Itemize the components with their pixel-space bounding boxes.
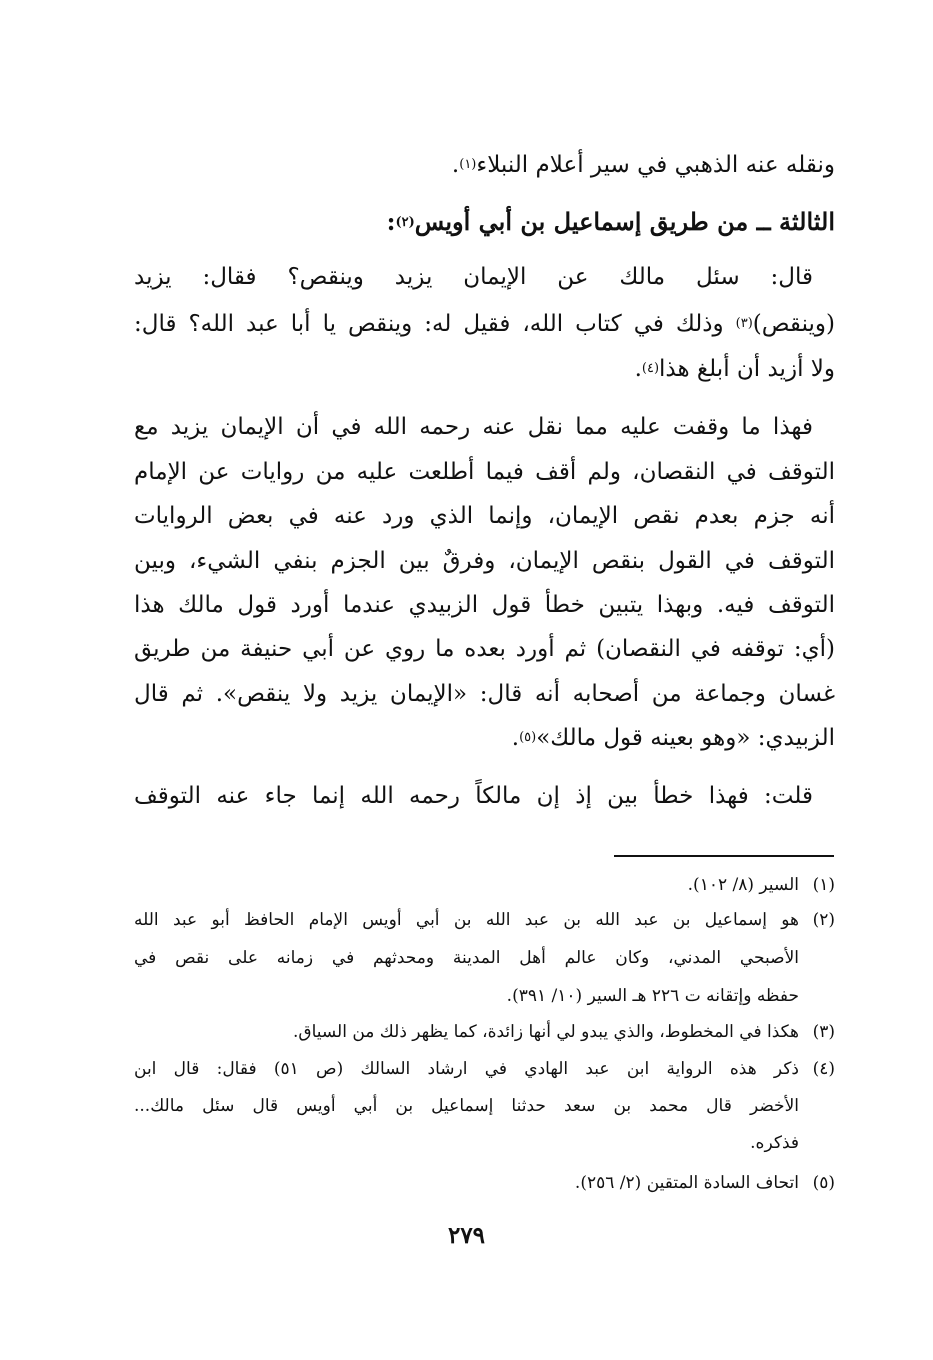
footnote-ref-1: (١) (459, 157, 477, 172)
footnote-4-cont (134, 1093, 835, 1119)
footnote-text-line-2: الأخضر قال محمد بن سعد حدثنا إسماعيل بن أبي أويس قال سئل مالك... (134, 1096, 799, 1116)
line-text: غسان وجماعة من أصحابه أنه قال: «الإيمان يزيد ولا ينقص». ثم قال (134, 681, 835, 707)
line-text-cont: وذلك في كتاب الله، فقيل له: وينقص يا أبا عبد الله؟ قال: (134, 311, 736, 337)
footnote-separator (614, 855, 834, 857)
footnote-ref-2: (٢) (395, 215, 415, 230)
body-line-12 (134, 679, 835, 709)
footnote-4 (134, 1056, 835, 1082)
line-punct: . (511, 725, 520, 751)
body-line-10 (134, 590, 835, 620)
footnote-number: (٤) (812, 1059, 835, 1079)
line-text: الزبيدي: «وهو بعينه قول مالك» (536, 725, 835, 751)
body-line-5 (635, 354, 835, 388)
body-line-4 (134, 309, 835, 343)
footnote-text-line-3: حفظه وإتقانه ت ٢٢٦ هـ السير (١٠/ ٣٩١). (506, 986, 799, 1006)
line-text: (وينقص) (752, 311, 835, 337)
body-line-14 (134, 781, 813, 811)
body-line-13 (512, 723, 835, 757)
footnote-number: (٢) (812, 910, 835, 930)
footnote-number: (٣) (812, 1022, 835, 1042)
footnote-1 (134, 872, 835, 898)
body-line-3 (134, 262, 813, 292)
line-text: قال: سئل مالك عن الإيمان يزيد وينقص؟ فقال: يزيد (134, 264, 813, 290)
footnote-text-line-3: فذكره. (750, 1133, 799, 1153)
footnote-text: اتحاف السادة المتقين (٢/ ٢٥٦). (574, 1173, 799, 1193)
body-line-11 (134, 634, 835, 664)
body-line-7 (134, 457, 835, 487)
heading-text: الثالثة ــ من طريق إسماعيل بن أبي أويس (414, 207, 835, 236)
footnote-2-cont2 (134, 983, 835, 1009)
line-text: فهذا ما وقفت عليه مما نقل عنه رحمه الله في أن الإيمان يزيد مع (134, 414, 813, 440)
line-punct: . (451, 152, 460, 178)
footnote-number: (٥) (812, 1173, 835, 1193)
line-text: ونقله عنه الذهبي في سير أعلام النبلاء (476, 152, 835, 178)
body-line-9 (134, 546, 835, 576)
body-line-1 (452, 150, 835, 184)
footnote-ref-5: (٥) (519, 730, 537, 745)
page-number: ٢٧٩ (447, 1222, 486, 1249)
line-text: ولا أزيد أن أبلغ هذا (659, 356, 835, 382)
footnote-2-cont (134, 945, 835, 971)
line-text: (أي: توقفه في النقصان) ثم أورد بعده ما روي عن أبي حنيفة من طريق (134, 636, 835, 662)
heading-punct: : (386, 207, 396, 236)
body-line-8 (134, 501, 835, 531)
footnote-ref-4: (٤) (641, 361, 660, 376)
footnote-4-cont2 (134, 1130, 835, 1156)
body-line-6 (134, 412, 813, 442)
line-text: قلت: فهذا خطأ بين إذ إن مالكاً رحمه الله إنما جاء عنه التوقف (134, 783, 813, 809)
footnote-2 (134, 907, 835, 933)
footnote-text: هكذا في المخطوط، والذي يبدو لي أنها زائدة، كما يظهر ذلك من السياق. (292, 1022, 799, 1042)
footnote-5 (134, 1170, 835, 1196)
footnote-ref-3: (٣) (735, 316, 753, 331)
footnote-3 (134, 1019, 835, 1045)
line-text: أنه جزم بعدم نقص الإيمان، وإنما الذي ورد عنه في بعض الروايات (134, 503, 835, 529)
line-text: التوقف في القول بنقص الإيمان، وفرقٌ بين الجزم بنفي الشيء، وبين (134, 548, 835, 574)
footnote-text-line-2: الأصبحي المدني، وكان عالم أهل المدينة ومحدثهم في زمانه على نقص في (134, 948, 799, 968)
footnote-text-line-1: هو إسماعيل بن عبد الله بن عبد الله بن أبي أويس الإمام الحافظ أبو عبد الله (134, 910, 799, 930)
line-text: التوقف في النقصان، ولم أقف فيما أطلعت عليه من روايات عن الإمام (134, 459, 835, 485)
footnote-text-line-1: ذكر هذه الرواية ابن عبد الهادي في ارشاد السالك (ص ٥١) فقال: قال ابن (134, 1059, 799, 1079)
footnote-text: السير (٨/ ١٠٢). (687, 875, 799, 895)
section-heading (387, 207, 835, 242)
line-text: التوقف فيه. وبهذا يتبين خطأ قول الزبيدي عندما أورد قول مالك هذا (134, 592, 835, 618)
footnote-number: (١) (812, 875, 835, 895)
line-punct: . (634, 356, 642, 382)
